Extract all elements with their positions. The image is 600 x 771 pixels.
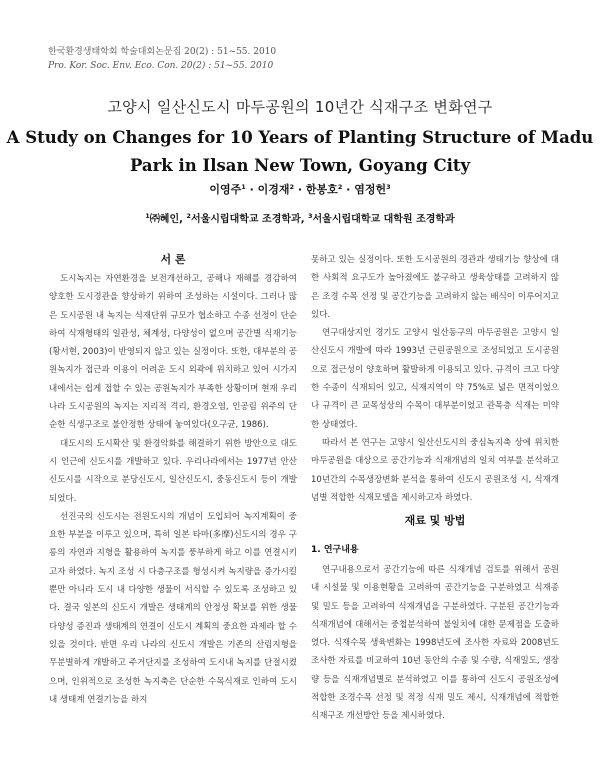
body-paragraph: 연구대상지인 경기도 고양시 일산동구의 마두공원은 고양시 일산신도시 개발에 따라 1993년 근린공원으로 조성되었고 도시공원으로 접근성이 양호하며 활발하게 이용되고 있다. 규격이 크고 다양한 수종이 식재되어 있고, 식재지역이 약 75%로 넓은 면적이었으나 규격이 큰 교목성상의 수목이 대부분이었고 관목층 식재는 미약한 상태였다.	[311, 328, 559, 430]
section-heading-methods: 재료 및 방법	[404, 514, 466, 527]
right-column-top	[311, 251, 559, 507]
body-paragraph: 못하고 있는 실정이다. 또한 도시공원의 경관과 생태기능 향상에 대한 사회적 요구도가 높아졌에도 불구하고 생육상태를 고려하지 않은 조경 수목 선정 및 공간기능을 고려하지 않는 배식이 이루어지고 있다.	[311, 255, 559, 320]
author-affil-mark: 1	[241, 183, 246, 191]
author-list	[0, 181, 600, 197]
journal-citation-en: Pro. Kor. Soc. Env. Eco. Con. 20(2) : 51~55. 2010	[48, 61, 274, 71]
affil-mark: 3	[307, 212, 313, 220]
title-english: A Study on Changes for 10 Years of Planting Structure of Madu Park in Ilsan New Town, Goyang City	[6, 128, 594, 175]
author-name: 염정헌	[354, 183, 387, 196]
affil-mark: 1	[145, 212, 150, 220]
author-separator: ·	[294, 183, 306, 196]
body-paragraph: 따라서 본 연구는 고양시 일산신도시의 중심녹지축 상에 위치한 마두공원을 대상으로 공간기능과 식재개념의 일치 여부를 분석하고 10년간의 수목생장변화 분석을 통하여 신도시 공원조성 시, 식재개념별 적합한 식재모델을 제시하고자 하였다.	[311, 437, 559, 503]
subsection-heading: 1. 연구내용	[311, 545, 359, 555]
body-paragraph: 도시녹지는 자연환경을 보전개선하고, 공해나 재해를 경감하여 양호한 도시경관을 향상하기 위하여 조성하는 시설이다. 그러나 많은 도시공원 내 녹지는 식재단위 규모가 협소하고 수종 선정이 단순하여 식재형태의 일관성, 체계성, 다양성이 없으며 공간별 식재기능(황서현, 2003)이 반영되지 않고 있는 실정이다. 또한, 대부분의 공원녹지가 접근과 이용이 어려운 도시 외곽에 위치하고 있어 시가지 내에서는 쉽게 접할 수 있는 공원녹지가 부족한 상황이며 현재 우리나라 도시공원의 녹지는 지리적 격리, 환경오염, 인공림 위주의 단순한 식생구조로 불안정한 상태에 놓여있다(오구균, 1986).	[49, 274, 297, 431]
author-name: 한봉호	[305, 183, 338, 196]
body-paragraph: 연구내용으로서 공간기능에 따른 식재개념 검토를 위해서 공원내 시설물 및 이용현황을 고려하여 공간기능을 구분하였고 식재종 및 밀도 등을 고려하여 식재개념을 구분하였다. 구분된 공간기능과 식재개념에 대해서는 중첩분석하여 불일치에 대한 문제점을 도출하였다. 식재수목 생육변화는 1998년도에 조사한 자료와 2008년도 조사한 자료를 비교하여 10년 동안의 수종 및 수량, 식재밀도, 생장량 등을 식재개념별로 분석하였고 이를 통하여 신도시 공원조성에 적합한 조경수목 선정 및 적정 식재 밀도 제시, 식재개념에 적합한 식재구조 개선방안 등을 제시하였다.	[311, 565, 559, 722]
affiliation-list	[0, 210, 600, 225]
author-separator: ·	[245, 183, 258, 196]
left-column	[49, 270, 297, 709]
section-heading-introduction: 서 론	[160, 253, 186, 266]
author-name: 이경재	[257, 183, 290, 196]
author-separator: ·	[342, 183, 355, 196]
author-affil-mark: 2	[289, 183, 295, 191]
affil-separator: ,	[300, 214, 308, 225]
body-paragraph: 선진국의 신도시는 전원도시의 개념이 도입되어 녹지계획이 중요한 부분을 이루고 있으며, 특히 일본 타마(多摩)신도시의 경우 구릉의 자연과 지형을 활용하여 녹지를 풍부하게 하고 이를 연결시키고자 하였다. 녹지 조성 시 다층구조를 형성시켜 녹지량을 증가시킬 뿐만 아니라 도시 내 다양한 생물이 서식할 수 있도록 조성하고 있다. 결국 일본의 신도시 개발은 생태계의 안정성 확보를 위한 생물다양성 증진과 생태계의 연결이 신도시 계획의 중요한 과제라 할 수 있을 것이다. 반면 우리 나라의 신도시 개발은 기존의 산림지형을 무분별하게 개발하고 주거단지를 조성하여 도시내 녹지를 단절시켰으며, 인위적으로 조성한 녹지축은 단순한 수목식재로 인하여 도시내 생태계 연결기능을 하지	[49, 511, 297, 705]
author-affil-mark: 3	[386, 183, 391, 191]
body-paragraph: 대도시의 도시확산 및 환경악화를 해결하기 위한 방안으로 대도시 인근에 신도시를 개발하고 있다. 우리나라에서는 1977년 안산신도시를 시작으로 분당신도시, 일산신도시, 중동신도시 등이 개발되었다.	[49, 438, 297, 504]
author-name: 이영주	[209, 183, 242, 196]
right-column-methods	[311, 561, 559, 726]
affiliation: 서울시립대학교 대학원 조경학과	[312, 214, 455, 225]
affil-separator: ,	[179, 214, 187, 225]
affiliation: 서울시립대학교 조경학과	[190, 214, 301, 225]
journal-citation-ko: 한국환경생태학회 학술대회논문집 20(2) : 51~55. 2010	[48, 47, 277, 57]
author-affil-mark: 2	[337, 183, 343, 191]
affiliation: ㈜혜인	[149, 214, 180, 225]
title-korean: 고양시 일산신도시 마두공원의 10년간 식재구조 변화연구	[107, 98, 493, 116]
affil-mark: 2	[186, 212, 191, 220]
